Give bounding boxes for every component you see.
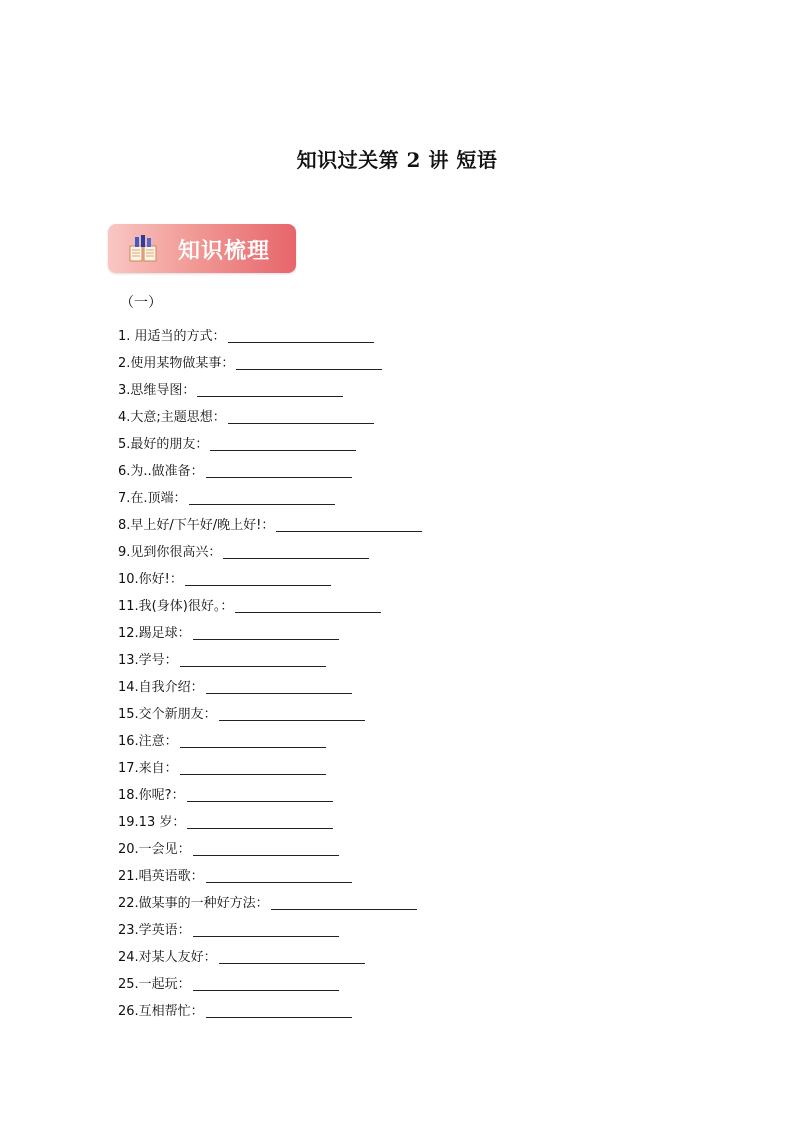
list-item: [118, 832, 422, 859]
item-label: 5.最好的朋友：: [118, 437, 209, 452]
item-label: 21.唱英语歌：: [118, 869, 204, 884]
list-item: [118, 616, 422, 643]
item-label: 19.13 岁：: [118, 815, 186, 830]
item-label: 9.见到你很高兴：: [118, 545, 222, 560]
list-item: [118, 913, 422, 940]
answer-blank[interactable]: [271, 896, 417, 910]
item-label: 7.在.顶端：: [118, 491, 187, 506]
answer-blank[interactable]: [193, 923, 339, 937]
item-label: 4.大意;主题思想：: [118, 410, 226, 425]
phrase-list: [118, 319, 422, 1021]
item-label: 18.你呢?：: [118, 788, 185, 803]
list-item: [118, 994, 422, 1021]
list-item: [118, 778, 422, 805]
item-label: 14.自我介绍：: [118, 680, 204, 695]
list-item: [118, 589, 422, 616]
list-item: [118, 724, 422, 751]
item-label: 16.注意：: [118, 734, 178, 749]
list-item: [118, 886, 422, 913]
list-item: [118, 697, 422, 724]
list-item: [118, 535, 422, 562]
section-banner: [108, 224, 296, 273]
list-item: [118, 427, 422, 454]
list-item: [118, 400, 422, 427]
answer-blank[interactable]: [193, 842, 339, 856]
answer-blank[interactable]: [219, 950, 365, 964]
answer-blank[interactable]: [276, 518, 422, 532]
list-item: [118, 346, 422, 373]
answer-blank[interactable]: [206, 869, 352, 883]
item-label: 12.踢足球：: [118, 626, 191, 641]
book-icon: [126, 232, 160, 266]
answer-blank[interactable]: [193, 977, 339, 991]
section-label: （一）: [120, 295, 162, 311]
answer-blank[interactable]: [206, 680, 352, 694]
answer-blank[interactable]: [185, 572, 331, 586]
answer-blank[interactable]: [228, 329, 374, 343]
item-label: 1. 用适当的方式：: [118, 329, 226, 344]
item-label: 10.你好!：: [118, 572, 183, 587]
answer-blank[interactable]: [187, 788, 333, 802]
item-label: 3.思维导图：: [118, 383, 196, 398]
item-label: 20.一会见：: [118, 842, 191, 857]
page-title: 知识过关第 2 讲 短语: [296, 148, 498, 172]
item-label: 15.交个新朋友：: [118, 707, 217, 722]
list-item: [118, 562, 422, 589]
answer-blank[interactable]: [193, 626, 339, 640]
item-label: 11.我(身体)很好。：: [118, 599, 234, 614]
list-item: [118, 670, 422, 697]
item-label: 25.一起玩：: [118, 977, 191, 992]
list-item: [118, 481, 422, 508]
item-label: 17.来自：: [118, 761, 178, 776]
item-label: 13.学号：: [118, 653, 178, 668]
answer-blank[interactable]: [187, 815, 333, 829]
item-label: 26.互相帮忙：: [118, 1004, 204, 1019]
list-item: [118, 319, 422, 346]
answer-blank[interactable]: [197, 383, 343, 397]
answer-blank[interactable]: [206, 1004, 352, 1018]
answer-blank[interactable]: [180, 653, 326, 667]
answer-blank[interactable]: [219, 707, 365, 721]
list-item: [118, 454, 422, 481]
answer-blank[interactable]: [223, 545, 369, 559]
item-label: 6.为..做准备：: [118, 464, 204, 479]
answer-blank[interactable]: [236, 356, 382, 370]
answer-blank[interactable]: [228, 410, 374, 424]
list-item: [118, 805, 422, 832]
answer-blank[interactable]: [189, 491, 335, 505]
item-label: 22.做某事的一种好方法：: [118, 896, 269, 911]
item-label: 24.对某人友好：: [118, 950, 217, 965]
answer-blank[interactable]: [206, 464, 352, 478]
item-label: 23.学英语：: [118, 923, 191, 938]
list-item: [118, 643, 422, 670]
list-item: [118, 373, 422, 400]
item-label: 8.早上好/下午好/晚上好!：: [118, 518, 275, 533]
answer-blank[interactable]: [180, 761, 326, 775]
list-item: [118, 940, 422, 967]
answer-blank[interactable]: [210, 437, 356, 451]
list-item: [118, 967, 422, 994]
answer-blank[interactable]: [180, 734, 326, 748]
list-item: [118, 508, 422, 535]
list-item: [118, 859, 422, 886]
item-label: 2.使用某物做某事：: [118, 356, 235, 371]
answer-blank[interactable]: [235, 599, 381, 613]
banner-label: 知识梳理: [178, 239, 271, 264]
list-item: [118, 751, 422, 778]
